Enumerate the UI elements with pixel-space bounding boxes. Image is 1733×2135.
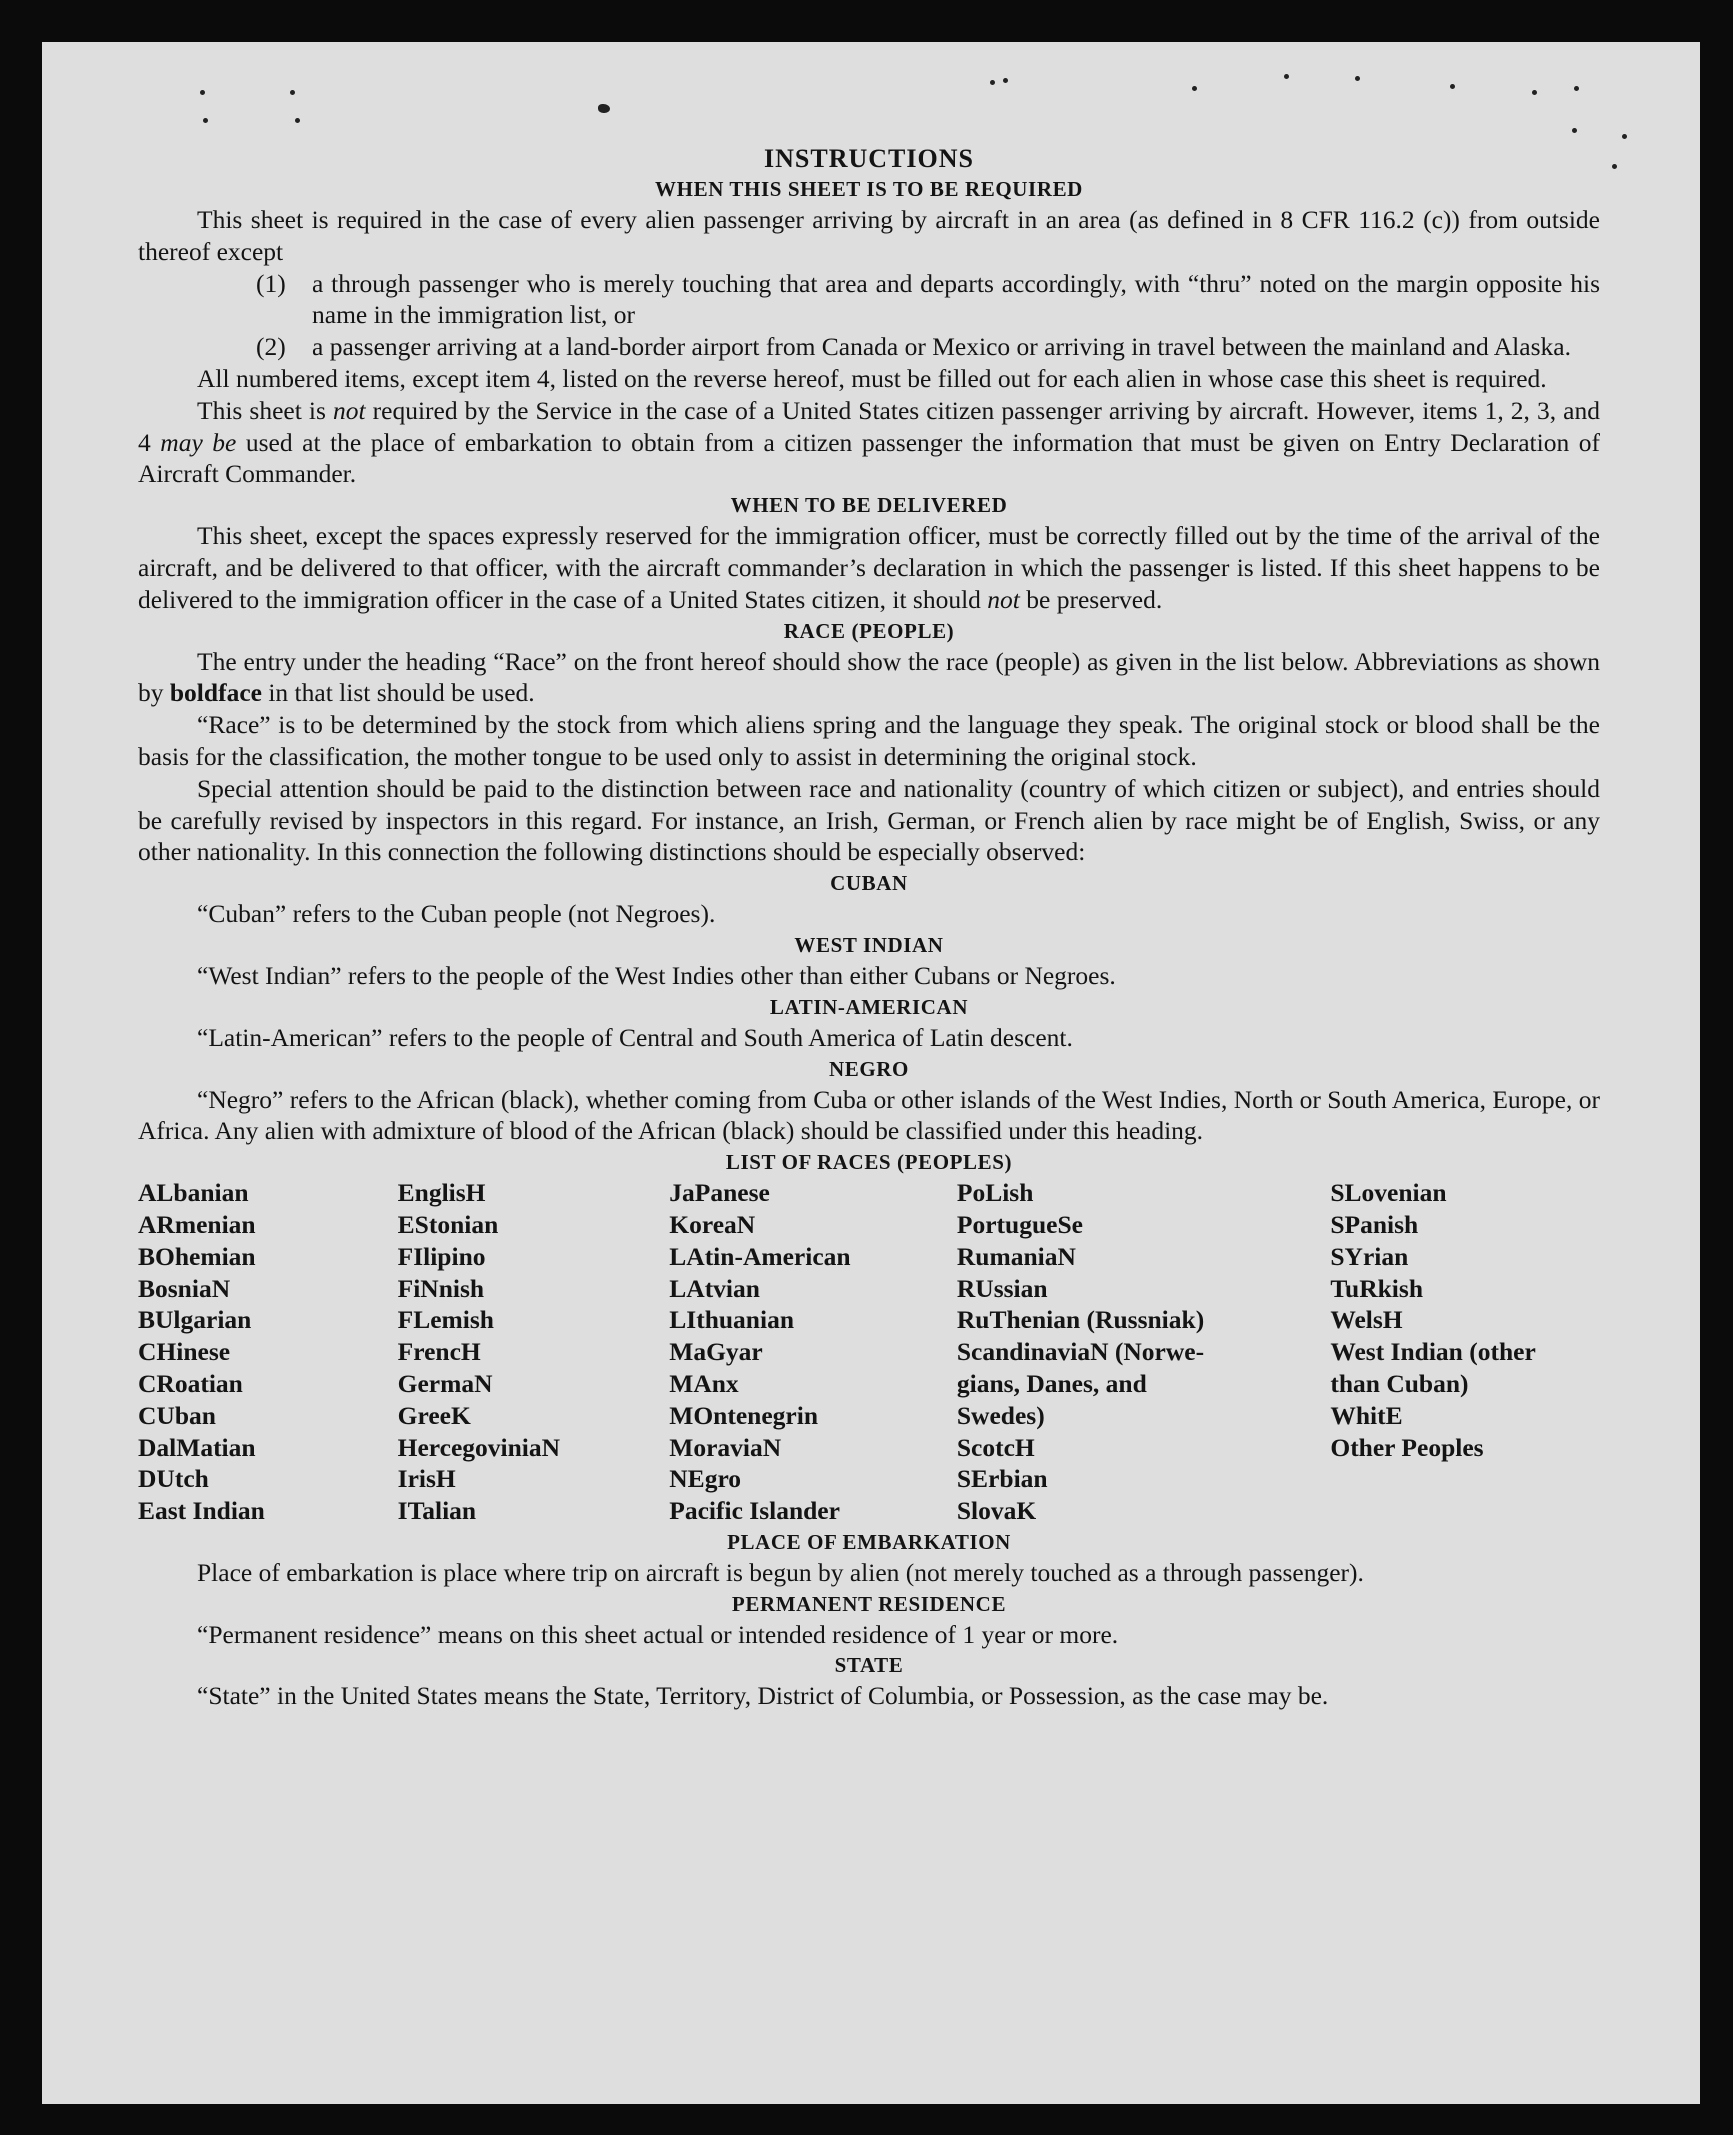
race-list-column-4 (957, 1177, 1330, 1527)
section-heading-embarkation: PLACE OF EMBARKATION (727, 1529, 1011, 1554)
race-entry: JaPanese (669, 1178, 770, 1208)
emphasis-boldface: boldface (169, 678, 262, 708)
race-entry: CRoatian (138, 1368, 243, 1398)
race-entry: RuThenian (Russniak) (956, 1305, 1205, 1335)
race-entry: IrisH (397, 1464, 456, 1494)
race-list-column-1 (138, 1177, 398, 1527)
section-heading-required: WHEN THIS SHEET IS TO BE REQUIRED (655, 177, 1083, 201)
race-entry: SErbian (956, 1464, 1048, 1494)
race-entry-continued: than Cuban) (1330, 1368, 1469, 1398)
race-list-column-5 (1330, 1177, 1600, 1527)
race-paragraph-entry: The entry under the heading “Race” on the front hereof should show the race (people) as given in the list below. Abbreviations as shown by boldface in that list should be used. (138, 646, 1600, 708)
race-entry-continued: Swedes) (956, 1400, 1045, 1430)
required-intro: This sheet is required in the case of every alien passenger arriving by aircraft in an area (as defined in 8 CFR 116.2 (c)) from outside thereof except (138, 205, 1600, 266)
race-list-column-3 (669, 1177, 957, 1527)
race-entry: ARmenian (138, 1209, 256, 1239)
race-entry: SLovenian (1330, 1178, 1447, 1208)
race-entry: West Indian (other (1330, 1337, 1536, 1367)
race-entry: ScotcH (956, 1432, 1035, 1462)
race-entry: East Indian (138, 1496, 265, 1526)
exception-number: (2) (256, 332, 286, 362)
emphasis-not: not (987, 584, 1020, 614)
section-heading-state: STATE (834, 1653, 904, 1678)
race-entry: Other Peoples (1330, 1432, 1484, 1462)
emphasis-not: not (332, 395, 366, 425)
race-entry: DalMatian (138, 1432, 256, 1462)
race-entry-continued: gians, Danes, and (956, 1368, 1147, 1398)
race-entry: PortugueSe (956, 1209, 1083, 1239)
race-entry: MAnx (669, 1368, 739, 1398)
race-entry: CUban (138, 1400, 216, 1430)
race-entry: Pacific Islander (669, 1496, 840, 1526)
west-indian-definition: “West Indian” refers to the people of the West Indies other than either Cubans or Negroes. (197, 960, 1116, 990)
page-title: INSTRUCTIONS (764, 144, 974, 173)
race-entry: HercegoviniaN (397, 1432, 561, 1462)
exception-item-1 (256, 268, 1600, 332)
section-heading-delivered: WHEN TO BE DELIVERED (730, 493, 1008, 518)
race-entry: ALbanian (138, 1178, 249, 1208)
race-entry: FiNnish (397, 1273, 485, 1303)
exception-number: (1) (256, 268, 286, 298)
race-entry: BosniaN (138, 1273, 231, 1303)
section-heading-residence: PERMANENT RESIDENCE (731, 1591, 1007, 1616)
race-entry: EnglisH (397, 1178, 486, 1208)
embarkation-definition: Place of embarkation is place where trip on aircraft is begun by alien (not merely touched as a through passenger). (197, 1557, 1364, 1587)
race-entry: SYrian (1330, 1241, 1409, 1271)
race-entry: WhitE (1330, 1400, 1403, 1430)
race-entry: SPanish (1330, 1209, 1419, 1239)
race-entry: DUtch (138, 1464, 209, 1494)
race-entry: GermaN (397, 1368, 493, 1398)
race-entry: MoraviaN (669, 1432, 782, 1462)
race-entry: LIthuanian (669, 1305, 795, 1335)
section-heading-latin-american: LATIN-AMERICAN (769, 994, 969, 1019)
exception-text: a through passenger who is merely touching that area and departs accordingly, with “thru” noted on the margin opposite his name in the immigration list, or (312, 268, 1600, 330)
race-paragraph-stock: “Race” is to be determined by the stock from which aliens spring and the language they speak. The original stock or blood shall be the basis for the classification, the mother tongue to be used only to assist in determining the original stock. (138, 710, 1600, 771)
negro-definition: “Negro” refers to the African (black), whether coming from Cuba or other islands of the West Indies, North or South America, Europe, or Africa. Any alien with admixture of blood of the African (black) should be classified under this heading. (138, 1084, 1600, 1146)
race-entry: BUlgarian (138, 1305, 252, 1335)
latin-american-definition: “Latin-American” refers to the people of Central and South America of Latin descent. (197, 1022, 1073, 1052)
section-heading-cuban: CUBAN (830, 871, 908, 896)
race-entry: MOntenegrin (669, 1400, 818, 1430)
race-entry: FLemish (397, 1305, 494, 1335)
race-entry: ITalian (397, 1496, 477, 1526)
section-heading-race-list: LIST OF RACES (PEOPLES) (725, 1150, 1013, 1175)
exception-text: a passenger arriving at a land-border airport from Canada or Mexico or arriving in travel between the mainland and Alaska. (312, 332, 1571, 362)
race-entry: WelsH (1330, 1305, 1403, 1335)
race-list-column-2 (398, 1177, 670, 1527)
race-entry: BOhemian (138, 1241, 256, 1271)
race-entry: RUssian (956, 1273, 1048, 1303)
race-entry: NEgro (669, 1464, 742, 1494)
residence-definition: “Permanent residence” means on this sheet actual or intended residence of 1 year or more. (197, 1619, 1119, 1649)
emphasis-may-be: may be (160, 427, 237, 457)
race-entry: CHinese (138, 1337, 231, 1367)
document-page (42, 42, 1700, 2104)
section-heading-race: RACE (PEOPLE) (783, 618, 955, 643)
race-entry: EStonian (397, 1209, 499, 1239)
race-entry: RumaniaN (956, 1241, 1076, 1271)
race-entry: GreeK (397, 1400, 471, 1430)
race-entry: LAtin-American (669, 1241, 851, 1271)
required-paragraph-items: All numbered items, except item 4, listed on the reverse hereof, must be filled out for each alien in whose case this sheet is required. (197, 363, 1547, 393)
cuban-definition: “Cuban” refers to the Cuban people (not Negroes). (197, 899, 716, 929)
delivered-paragraph: This sheet, except the spaces expressly reserved for the immigration officer, must be correctly filled out by the time of the arrival of the aircraft, and be delivered to that officer, with the aircraft commander’s declaration in which the passenger is listed. If this sheet happens to be delivered to the immigration officer in the case of a United States citizen, it should not be preserved. (138, 521, 1600, 614)
exception-item-2 (256, 331, 1600, 363)
race-paragraph-distinction: Special attention should be paid to the distinction between race and nationality (country of which citizen or subject), and entries should be carefully revised by inspectors in this regard. For instance, an Irish, German, or French alien by race might be of English, Swiss, or any other nationality. In this connection the following distinctions should be especially observed: (138, 773, 1600, 867)
race-entry: FrencH (397, 1337, 481, 1367)
race-entry: MaGyar (669, 1337, 763, 1367)
required-paragraph-citizen: This sheet is not required by the Service in the case of a United States citizen passenger arriving by aircraft. However, items 1, 2, 3, and 4 may be used at the place of embarkation to obtain from a citizen passenger the information that must be given on Entry Declaration of Aircraft Commander. (138, 395, 1600, 489)
section-heading-west-indian: WEST INDIAN (794, 932, 944, 957)
race-entry: LAtvian (669, 1273, 760, 1303)
state-definition: “State” in the United States means the State, Territory, District of Columbia, or Possession, as the case may be. (197, 1681, 1329, 1711)
race-list (138, 1177, 1600, 1527)
race-entry: FIlipino (397, 1241, 486, 1271)
race-entry: TuRkish (1330, 1273, 1423, 1303)
section-heading-negro: NEGRO (828, 1056, 909, 1081)
race-entry: SlovaK (956, 1496, 1037, 1526)
race-entry: PoLish (956, 1178, 1034, 1208)
race-entry: KoreaN (669, 1209, 756, 1239)
race-entry: ScandinaviaN (Norwe- (956, 1337, 1205, 1367)
